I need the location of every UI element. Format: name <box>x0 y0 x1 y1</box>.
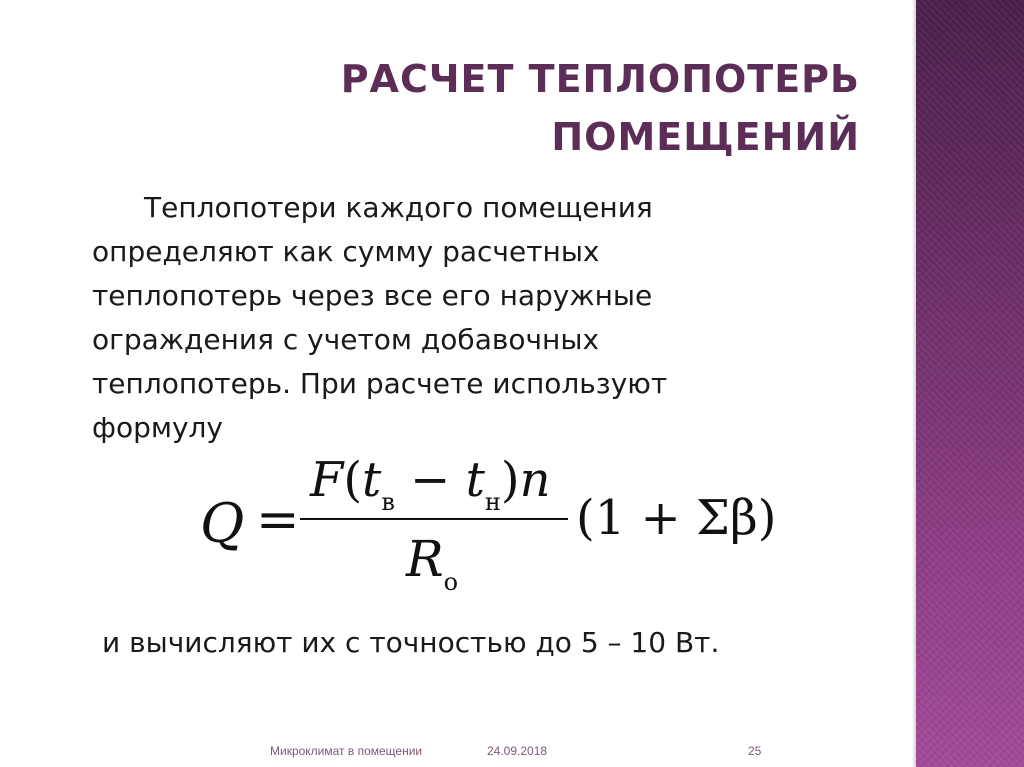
body-line: определяют как сумму расчетных <box>92 235 600 268</box>
slide-title <box>300 50 860 166</box>
result-text: и вычисляют их с точностью до 5 – 10 Вт. <box>102 626 720 659</box>
formula-F: F <box>310 452 344 508</box>
formula-t-inner: t <box>362 452 382 508</box>
body-line: ограждения с учетом добавочных <box>92 323 600 356</box>
heat-loss-formula <box>200 452 780 612</box>
formula-sub-inner: в <box>381 488 395 516</box>
title-line-2: ПОМЕЩЕНИЙ <box>551 115 860 159</box>
formula-tail: (1 + Σβ) <box>576 490 777 546</box>
page-number: 25 <box>748 744 762 758</box>
formula-R: R <box>406 530 444 588</box>
body-line: теплопотерь через все его наружные <box>92 279 653 312</box>
body-paragraph <box>92 186 812 450</box>
body-line: формулу <box>92 411 224 444</box>
formula-numerator <box>310 452 551 516</box>
footer-title: Микроклимат в помещении <box>270 744 423 758</box>
formula-t-outer: t <box>465 452 485 508</box>
formula-n: n <box>519 452 551 508</box>
formula-R-sub: о <box>443 568 459 596</box>
decorative-side-band <box>916 0 1024 767</box>
body-line: Теплопотери каждого помещения <box>144 191 653 224</box>
formula-sub-outer: н <box>484 488 501 516</box>
formula-equals: = <box>256 490 300 550</box>
formula-lhs: Q <box>200 492 245 555</box>
formula-denominator <box>406 530 458 596</box>
footer-date: 24.09.2018 <box>487 744 548 758</box>
fraction-bar <box>300 518 568 520</box>
title-line-1: РАСЧЕТ ТЕПЛОПОТЕРЬ <box>340 57 860 101</box>
formula-open-paren: ( <box>343 452 363 508</box>
body-line: теплопотерь. При расчете используют <box>92 367 668 400</box>
band-shadow <box>912 0 916 767</box>
formula-close-paren: ) <box>500 452 520 508</box>
formula-minus: − <box>394 452 466 508</box>
